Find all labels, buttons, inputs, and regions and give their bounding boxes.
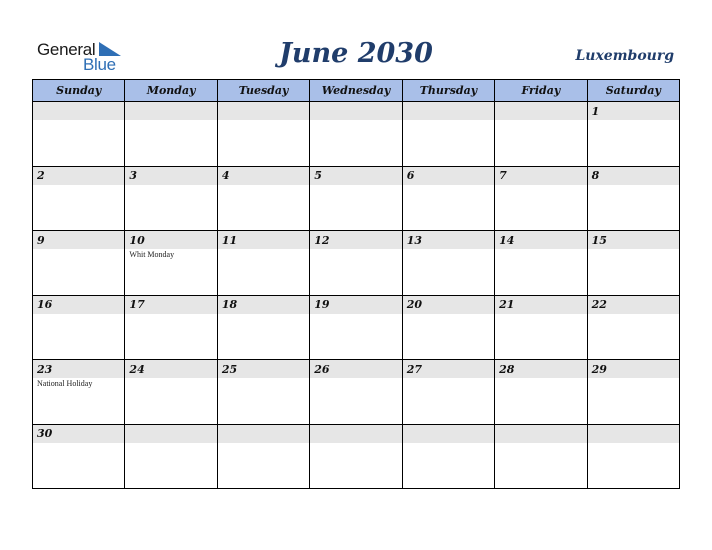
day-cell (310, 360, 402, 425)
day-cell (33, 231, 125, 296)
day-number: 5 (314, 169, 322, 182)
day-number-band (125, 231, 216, 249)
day-number-band (310, 425, 401, 443)
day-cell (495, 231, 587, 296)
day-number-band (588, 360, 679, 378)
calendar-grid (32, 79, 680, 489)
day-cell (495, 360, 587, 425)
day-cell (125, 231, 217, 296)
page-title: June 2030 (279, 38, 433, 69)
day-cell (403, 425, 495, 490)
day-number: 14 (499, 233, 515, 247)
day-number: 12 (314, 233, 330, 247)
day-number-band (218, 360, 309, 378)
day-cell (218, 360, 310, 425)
day-number-band (33, 360, 124, 378)
day-number-band (495, 102, 586, 120)
day-number-band (588, 167, 679, 185)
day-cell (33, 296, 125, 361)
weekday-header-sunday: Sunday (33, 80, 125, 102)
day-number: 29 (591, 362, 607, 376)
logo-general-text: General (37, 40, 96, 59)
day-number-band (218, 296, 309, 314)
day-cell (218, 167, 310, 232)
day-number-band (125, 425, 216, 443)
day-number-band (310, 231, 401, 249)
day-cell (218, 102, 310, 167)
day-cell (495, 296, 587, 361)
day-number: 11 (221, 233, 238, 247)
day-number-band (495, 296, 586, 314)
day-number-band (588, 296, 679, 314)
day-number: 25 (221, 362, 238, 376)
day-number-band (310, 296, 401, 314)
day-number: 9 (37, 233, 45, 247)
day-number-band (33, 296, 124, 314)
day-number: 30 (37, 427, 53, 440)
weekday-header-wednesday: Wednesday (310, 80, 402, 102)
day-cell (310, 425, 402, 490)
day-cell (125, 360, 217, 425)
day-number: 26 (314, 362, 330, 376)
day-number: 23 (37, 362, 53, 376)
day-cell (495, 102, 587, 167)
day-number-band (218, 231, 309, 249)
weekday-header-tuesday: Tuesday (218, 80, 310, 102)
holiday-label: National Holiday (37, 379, 93, 388)
day-number-band (403, 360, 494, 378)
day-cell (310, 167, 402, 232)
day-cell (310, 296, 402, 361)
day-number: 27 (406, 362, 423, 376)
day-number: 24 (129, 362, 145, 376)
day-cell (588, 360, 680, 425)
day-cell (588, 296, 680, 361)
day-number-band (33, 425, 124, 443)
day-number: 19 (314, 298, 330, 311)
day-number-band (588, 425, 679, 443)
day-number-band (218, 102, 309, 120)
day-number-band (310, 360, 401, 378)
day-number: 18 (221, 298, 238, 311)
day-number-band (495, 231, 586, 249)
day-cell (588, 102, 680, 167)
day-number-band (33, 167, 124, 185)
day-cell (125, 167, 217, 232)
day-number: 16 (37, 298, 53, 311)
weekday-header-friday: Friday (495, 80, 587, 102)
day-cell (588, 425, 680, 490)
day-number-band (33, 102, 124, 120)
day-cell (403, 360, 495, 425)
day-number-band (588, 102, 679, 120)
day-number: 28 (499, 362, 515, 376)
day-cell (125, 102, 217, 167)
day-number: 20 (406, 298, 423, 311)
day-number-band (218, 167, 309, 185)
day-number-band (495, 167, 586, 185)
weekday-header-saturday: Saturday (588, 80, 680, 102)
day-cell (495, 167, 587, 232)
day-cell (310, 102, 402, 167)
day-cell (125, 425, 217, 490)
day-number-band (403, 231, 494, 249)
day-cell (33, 425, 125, 490)
day-cell (588, 167, 680, 232)
day-cell (218, 425, 310, 490)
day-cell (403, 231, 495, 296)
day-number-band (495, 360, 586, 378)
day-number-band (403, 296, 494, 314)
day-number-band (125, 102, 216, 120)
day-cell (218, 296, 310, 361)
day-number: 1 (591, 104, 600, 118)
day-cell (33, 167, 125, 232)
holiday-label: Whit Monday (129, 250, 175, 259)
day-number: 8 (591, 169, 600, 182)
day-number: 10 (129, 233, 145, 247)
day-number: 2 (37, 169, 45, 182)
day-number: 13 (406, 233, 423, 247)
day-cell (588, 231, 680, 296)
day-number: 4 (221, 169, 230, 182)
logo-blue-text: Blue (83, 55, 116, 74)
weekday-header-monday: Monday (125, 80, 217, 102)
day-number: 3 (129, 169, 138, 182)
day-number-band (403, 425, 494, 443)
day-number-band (33, 231, 124, 249)
day-number: 6 (406, 169, 415, 182)
day-number: 15 (591, 233, 607, 247)
day-number-band (310, 167, 401, 185)
day-number-band (588, 231, 679, 249)
day-number-band (310, 102, 401, 120)
day-number-band (125, 167, 216, 185)
day-number-band (125, 296, 216, 314)
day-cell (125, 296, 217, 361)
day-cell (33, 360, 125, 425)
day-number-band (403, 167, 494, 185)
day-number-band (218, 425, 309, 443)
day-number: 21 (499, 298, 515, 311)
day-number: 7 (499, 169, 507, 182)
day-number: 17 (129, 298, 145, 311)
day-number-band (495, 425, 586, 443)
day-cell (33, 102, 125, 167)
day-cell (403, 167, 495, 232)
day-number-band (403, 102, 494, 120)
day-cell (403, 296, 495, 361)
country-label: Luxembourg (575, 48, 674, 64)
day-number-band (125, 360, 216, 378)
day-number: 22 (591, 298, 607, 311)
day-cell (218, 231, 310, 296)
day-cell (403, 102, 495, 167)
weekday-header-thursday: Thursday (403, 80, 495, 102)
day-cell (310, 231, 402, 296)
day-cell (495, 425, 587, 490)
